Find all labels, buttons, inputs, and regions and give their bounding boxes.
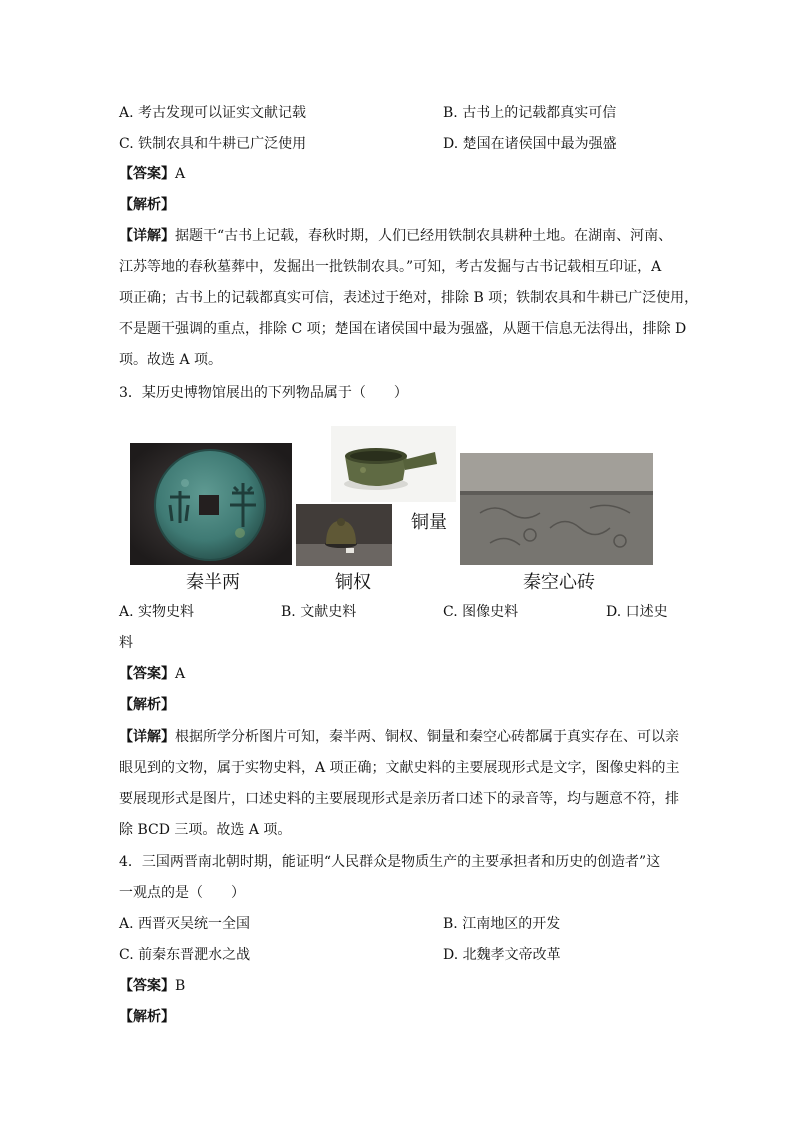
q2-analysis-label: 【解析】 xyxy=(119,197,175,213)
q2-option-b: B. 古书上的记载都真实可信 xyxy=(443,105,617,121)
q4-stem-line-2: 一观点的是（ ） xyxy=(119,885,245,901)
q3-analysis-label: 【解析】 xyxy=(119,697,175,713)
q3-detail-line-4: 除 BCD 三项。故选 A 项。 xyxy=(119,822,292,838)
detail-label: 【详解】 xyxy=(119,228,175,244)
qin-banliang-coin-image xyxy=(130,443,292,565)
answer-value: B xyxy=(175,978,186,994)
q2-option-c: C. 铁制农具和牛耕已广泛使用 xyxy=(119,136,307,152)
q3-option-d: D. 口述史 xyxy=(606,604,668,620)
copper-measure-image xyxy=(331,426,456,502)
q3-option-d-continued: 料 xyxy=(119,635,133,651)
q4-option-b: B. 江南地区的开发 xyxy=(443,916,561,932)
q3-stem: 3．某历史博物馆展出的下列物品属于（ ） xyxy=(119,385,408,401)
q3-option-a: A. 实物史料 xyxy=(119,604,195,620)
answer-value: A xyxy=(175,666,186,682)
caption-copper-measure: 铜量 xyxy=(411,512,447,533)
q2-detail-line-3: 项正确；古书上的记载都真实可信，表述过于绝对，排除 B 项；铁制农具和牛耕已广泛使用， xyxy=(119,290,699,306)
q4-analysis-label: 【解析】 xyxy=(119,1009,175,1025)
q4-option-a: A. 西晋灭吴统一全国 xyxy=(119,916,251,932)
q2-option-a: A. 考古发现可以证实文献记载 xyxy=(119,105,307,121)
q2-option-d: D. 楚国在诸侯国中最为强盛 xyxy=(443,136,617,152)
caption-qin-hollow-brick: 秦空心砖 xyxy=(523,572,595,593)
q3-detail-line-1: 【详解】根据所学分析图片可知，秦半两、铜权、铜量和秦空心砖都属于真实存在、可以亲 xyxy=(119,729,679,745)
qin-hollow-brick-image xyxy=(460,453,653,565)
q2-detail-line-4: 不是题干强调的重点，排除 C 项；楚国在诸侯国中最为强盛，从题干信息无法得出，排除 D xyxy=(119,321,687,337)
caption-copper-weight: 铜权 xyxy=(335,572,371,593)
q3-answer xyxy=(119,664,185,684)
q3-option-c: C. 图像史料 xyxy=(443,604,519,620)
answer-label: 【答案】 xyxy=(119,978,175,994)
answer-value: A xyxy=(175,166,186,182)
q4-answer xyxy=(119,976,185,996)
q4-stem-line-1: 4．三国两晋南北朝时期，能证明“人民群众是物质生产的主要承担者和历史的创造者”这 xyxy=(119,854,661,870)
answer-label: 【答案】 xyxy=(119,666,175,682)
q4-option-c: C. 前秦东晋淝水之战 xyxy=(119,947,251,963)
q3-detail-line-2: 眼见到的文物，属于实物史料，A 项正确；文献史料的主要展现形式是文字，图像史料的主 xyxy=(119,760,680,776)
q3-detail-line-3: 要展现形式是图片，口述史料的主要展现形式是亲历者口述下的录音等，均与题意不符，排 xyxy=(119,791,679,807)
q2-detail-line-2: 江苏等地的春秋墓葬中，发掘出一批铁制农具。”可知，考古发掘与古书记载相互印证，A xyxy=(119,259,662,275)
detail-label: 【详解】 xyxy=(119,729,175,745)
q4-option-d: D. 北魏孝文帝改革 xyxy=(443,947,561,963)
caption-qin-banliang: 秦半两 xyxy=(186,572,240,593)
q3-option-b: B. 文献史料 xyxy=(281,604,357,620)
answer-label: 【答案】 xyxy=(119,166,175,182)
q2-answer xyxy=(119,164,185,184)
copper-weight-image xyxy=(296,504,392,566)
q2-detail-line-1: 【详解】据题干“古书上记载，春秋时期，人们已经用铁制农具耕种土地。在湖南、河南、 xyxy=(119,228,673,244)
q2-detail-line-5: 项。故选 A 项。 xyxy=(119,352,223,368)
